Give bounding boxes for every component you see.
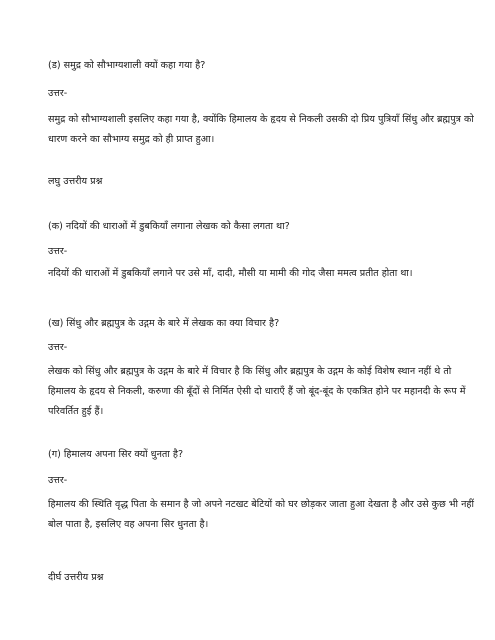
question-kha: (ख) सिंधु और ब्रह्मपुत्र के उद्गम के बारे में लेखक का क्या विचार है? [48,318,280,329]
answer-label: उत्तर- [48,475,68,486]
section-heading-long-answer: दीर्घ उत्तरीय प्रश्न [48,572,104,583]
question-d: (ड) समुद्र को सौभाग्यशाली क्यों कहा गया है? [48,60,206,71]
question-ga: (ग) हिमालय अपना सिर क्यों धुनता है? [48,449,184,460]
answer-label: उत्तर- [48,88,68,99]
answer-d: समुद्र को सौभाग्यशाली इसलिए कहा गया है, क्योंकि हिमालय के हृदय से निकली उसकी दो प्रिय पुत्रियाँ सिंधु और ब्रह्मपुत्र को धारण करने का सौभाग्य समुद्र को ही प्राप्त हुआ। [48,114,474,145]
answer-label: उत्तर- [48,246,68,257]
question-ka: (क) नदियों की धाराओं में डुबकियाँ लगाना लेखक को कैसा लगता था? [48,221,290,232]
answer-label: उत्तर- [48,342,68,353]
section-heading-short-answer: लघु उत्तरीय प्रश्न [48,176,103,187]
answer-kha: लेखक को सिंधु और ब्रह्मपुत्र के उद्गम के बारे में विचार है कि सिंधु और ब्रह्मपुत्र के उद्गम के कोई विशेष स्थान नहीं थे तो हिमालय के हृदय से निकली, करुणा की बूँदों से निर्मित ऐसी दो धाराएँ हैं जो बूंद-बूंद के एकत्रित होने पर महानदी के रूप में परिवर्तित हुई हैं। [48,366,466,417]
answer-ga: हिमालय की स्थिति वृद्ध पिता के समान है जो अपने नटखट बेटियों को घर छोड़कर जाता हुआ देखता है और उसे कुछ भी नहीं बोल पाता है, इसलिए वह अपना सिर धुनता है। [48,499,474,530]
answer-ka: नदियों की धाराओं में डुबकियाँ लगाने पर उसे माँ, दादी, मौसी या मामी की गोद जैसा ममत्व प्रतीत होता था। [48,268,413,279]
